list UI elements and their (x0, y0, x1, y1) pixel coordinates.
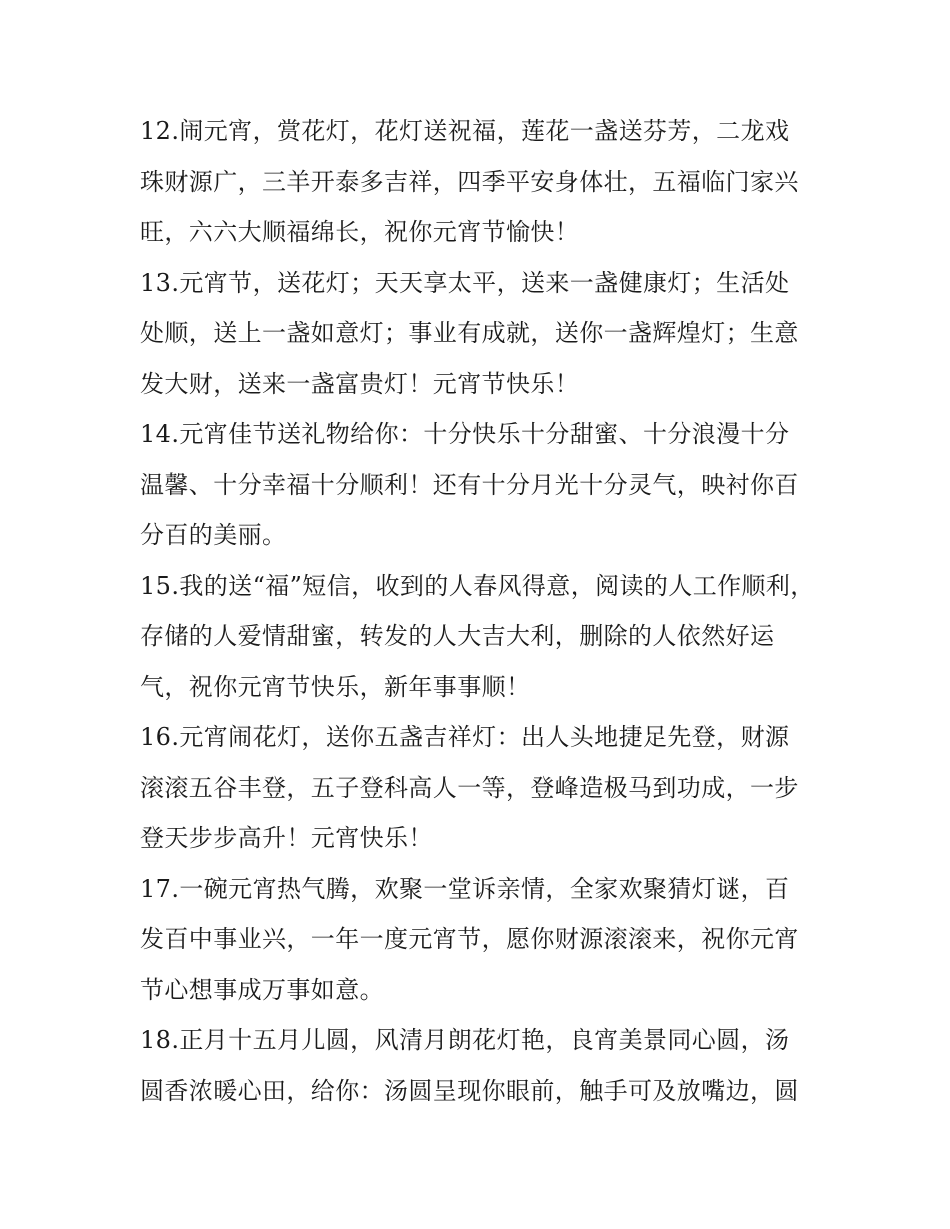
text-line: 温馨、十分幸福十分顺利！还有十分月光十分灵气，映衬你百 (140, 470, 799, 499)
text-line: 发百中事业兴，一年一度元宵节，愿你财源滚滚来，祝你元宵 (140, 925, 799, 953)
text-line: 滚滚五谷丰登，五子登科高人一等，登峰造极马到功成，一步 (140, 773, 799, 802)
document-body (140, 106, 816, 1116)
text-line: 旺，六六大顺福绵长，祝你元宵节愉快！ (140, 218, 580, 246)
text-line: 珠财源广，三羊开泰多吉祥，四季平安身体壮，五福临门家兴 (140, 167, 799, 196)
text-line: 15.我的送“福”短信，收到的人春风得意，阅读的人工作顺利， (140, 571, 815, 600)
text-line: 处顺，送上一盏如意灯；事业有成就，送你一盏辉煌灯；生意 (140, 319, 799, 347)
text-line: 12.闹元宵，赏花灯，花灯送祝福，莲花一盏送芬芳，二龙戏 (140, 117, 790, 145)
text-line: 17.一碗元宵热气腾，欢聚一堂诉亲情，全家欢聚猜灯谜，百 (140, 874, 790, 903)
text-line: 13.元宵节，送花灯；天天享太平，送来一盏健康灯；生活处 (140, 268, 790, 297)
text-line: 14.元宵佳节送礼物给你：十分快乐十分甜蜜、十分浪漫十分 (140, 420, 790, 448)
text-line: 登天步步高升！元宵快乐！ (140, 824, 433, 852)
text-line: 分百的美丽。 (140, 521, 287, 549)
text-line: 存储的人爱情甜蜜，转发的人大吉大利，删除的人依然好运 (140, 622, 775, 650)
text-line: 节心想事成万事如意。 (140, 975, 384, 1004)
text-line: 发大财，送来一盏富贵灯！元宵节快乐！ (140, 369, 580, 398)
text-line: 18.正月十五月儿圆，风清月朗花灯艳，良宵美景同心圆，汤 (140, 1026, 790, 1054)
text-line: 气，祝你元宵节快乐，新年事事顺！ (140, 672, 531, 701)
text-line: 16.元宵闹花灯，送你五盏吉祥灯：出人头地捷足先登，财源 (140, 723, 790, 751)
text-line: 圆香浓暖心田，给你：汤圆呈现你眼前，触手可及放嘴边，圆 (140, 1076, 799, 1105)
